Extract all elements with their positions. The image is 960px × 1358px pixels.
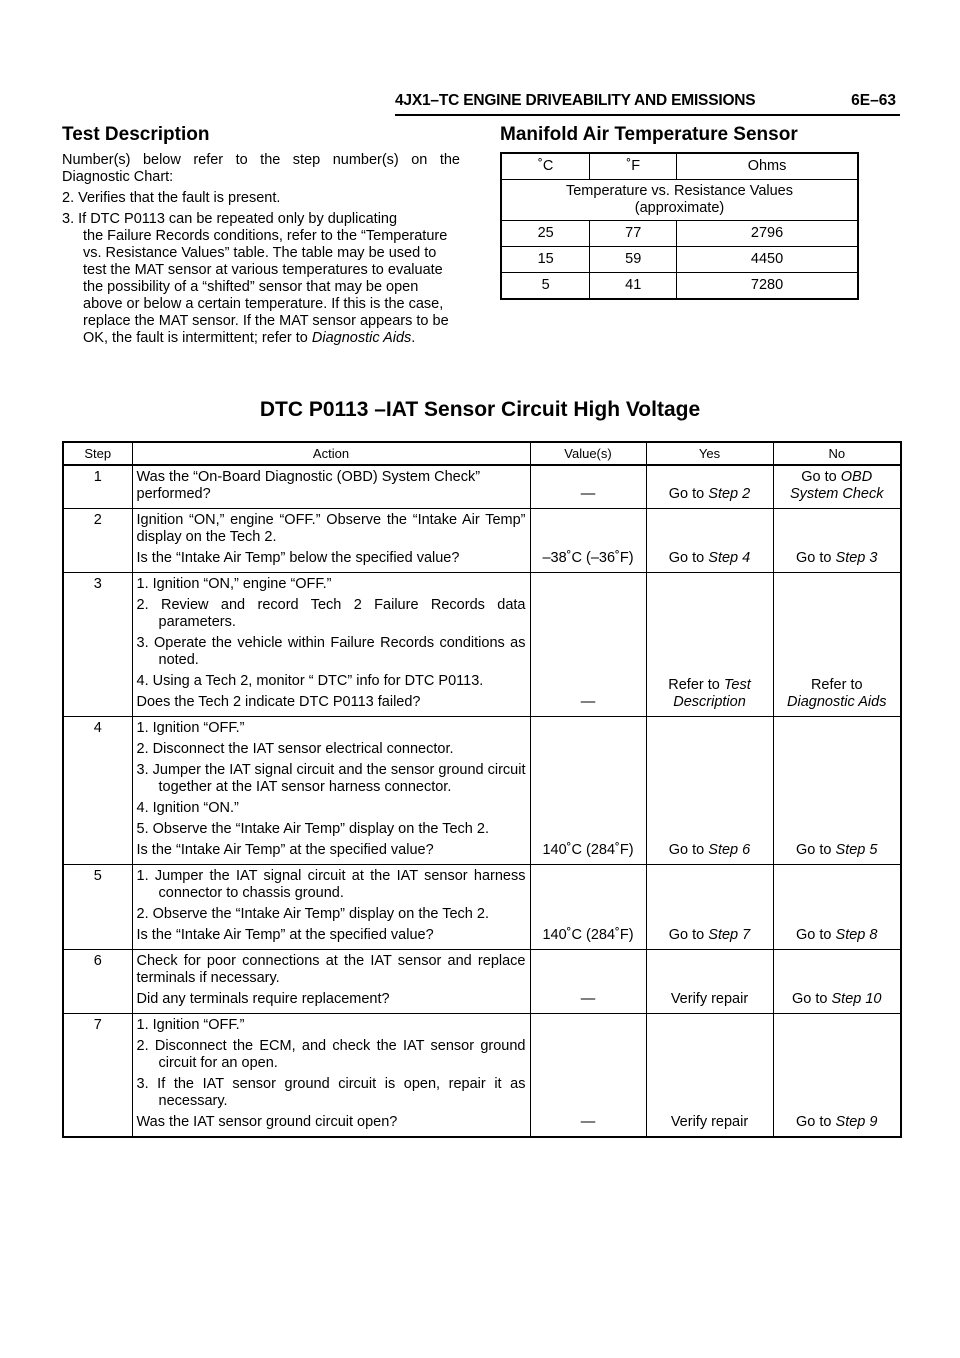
yes-prefix: Go to xyxy=(668,927,709,943)
no-target-reference: Step 10 xyxy=(831,991,882,1007)
step-no-result xyxy=(773,465,901,509)
no-target-reference: Step 3 xyxy=(835,550,878,566)
yes-target-reference: Test Description xyxy=(673,677,751,710)
item-3-first-line: 3. If DTC P0113 can be repeated only by duplicating xyxy=(62,211,398,227)
no-target-reference: Diagnostic Aids xyxy=(787,694,887,710)
action-line: Check for poor connections at the IAT sensor and replace terminals if necessary. xyxy=(136,953,526,986)
yes-prefix: Go to xyxy=(668,550,709,566)
action-line: 2. Disconnect the IAT sensor electrical connector. xyxy=(136,741,454,757)
test-description-title: Test Description xyxy=(62,124,210,145)
col-yes: Yes xyxy=(646,442,773,465)
step-action xyxy=(132,1014,530,1138)
table-caption: Temperature vs. Resistance Values (approximate) xyxy=(501,180,858,221)
table-row xyxy=(63,573,901,717)
table-cell: 59 xyxy=(590,247,677,273)
yes-target-reference: Step 2 xyxy=(708,486,751,502)
action-question: Does the Tech 2 indicate DTC P0113 failed? xyxy=(136,694,421,710)
test-description-item-2: 2. Verifies that the fault is present. xyxy=(62,190,281,206)
header-title: 4JX1–TC ENGINE DRIVEABILITY AND EMISSIONS xyxy=(395,92,756,109)
no-prefix: Go to xyxy=(796,842,836,858)
step-action xyxy=(132,465,530,509)
action-line: 2. Disconnect the ECM, and check the IAT sensor ground circuit for an open. xyxy=(136,1038,526,1071)
action-line: 2. Observe the “Intake Air Temp” display on the Tech 2. xyxy=(136,906,489,922)
test-description-item-3 xyxy=(62,211,460,347)
table-row xyxy=(63,950,901,1014)
step-yes-result xyxy=(646,717,773,865)
header-rule xyxy=(395,114,900,116)
action-line: 4. Using a Tech 2, monitor “ DTC” info for DTC P0113. xyxy=(136,673,484,689)
action-line: 2. Review and record Tech 2 Failure Records data parameters. xyxy=(136,597,526,630)
step-no-result xyxy=(773,509,901,573)
test-description-intro: Number(s) below refer to the step number(s) on the Diagnostic Chart: xyxy=(62,152,460,185)
yes-target-reference: Step 6 xyxy=(708,842,751,858)
table-cell: 5 xyxy=(501,273,590,300)
step-action xyxy=(132,865,530,950)
action-question: Was the “On-Board Diagnostic (OBD) System Check” performed? xyxy=(136,469,481,502)
table-row xyxy=(63,1014,901,1138)
step-yes-result xyxy=(646,950,773,1014)
col-values: Value(s) xyxy=(530,442,646,465)
step-yes-result xyxy=(646,573,773,717)
header-celsius: ˚C xyxy=(501,153,590,180)
step-value: –38˚C (–36˚F) xyxy=(530,509,646,573)
table-cell: 77 xyxy=(590,221,677,247)
table-row xyxy=(63,465,901,509)
no-target-reference: OBD System Check xyxy=(790,469,884,502)
action-question: Was the IAT sensor ground circuit open? xyxy=(136,1114,398,1130)
step-yes-result xyxy=(646,865,773,950)
step-value: 140˚C (284˚F) xyxy=(530,865,646,950)
step-number: 2 xyxy=(63,509,132,573)
yes-prefix: Refer to xyxy=(668,677,724,693)
no-prefix: Go to xyxy=(792,991,832,1007)
mat-sensor-title: Manifold Air Temperature Sensor xyxy=(500,124,798,145)
no-target-reference: Step 8 xyxy=(835,927,878,943)
step-action xyxy=(132,573,530,717)
table-cell: 4450 xyxy=(677,247,858,273)
action-line: 1. Ignition “ON,” engine “OFF.” xyxy=(136,576,332,592)
step-number: 5 xyxy=(63,865,132,950)
step-yes-result xyxy=(646,1014,773,1138)
header-ohms: Ohms xyxy=(677,153,858,180)
col-step: Step xyxy=(63,442,132,465)
yes-prefix: Verify repair xyxy=(670,991,749,1007)
action-line: 1. Ignition “OFF.” xyxy=(136,720,245,736)
action-line: 4. Ignition “ON.” xyxy=(136,800,239,816)
action-line: Ignition “ON,” engine “OFF.” Observe the “Intake Air Temp” display on the Tech 2. xyxy=(136,512,526,545)
step-no-result xyxy=(773,573,901,717)
no-prefix: Go to xyxy=(796,1114,836,1130)
step-no-result xyxy=(773,865,901,950)
step-value: — xyxy=(530,573,646,717)
action-line: 3. Jumper the IAT signal circuit and the sensor ground circuit together at the IAT sensor harness connector. xyxy=(136,762,526,795)
table-caption-row xyxy=(501,180,858,221)
table-cell: 15 xyxy=(501,247,590,273)
col-action: Action xyxy=(132,442,530,465)
diagnostic-aids-reference: Diagnostic Aids xyxy=(311,330,412,346)
step-number: 1 xyxy=(63,465,132,509)
table-row xyxy=(63,509,901,573)
yes-prefix: Verify repair xyxy=(670,1114,749,1130)
no-prefix: Go to xyxy=(801,469,841,485)
no-target-reference: Step 9 xyxy=(835,1114,878,1130)
no-target-reference: Step 5 xyxy=(835,842,878,858)
table-header-row xyxy=(501,153,858,180)
step-no-result xyxy=(773,1014,901,1138)
temperature-resistance-table xyxy=(500,152,859,300)
no-prefix: Refer to xyxy=(810,677,863,693)
item-3-rest: the Failure Records conditions, refer to the “Temperature vs. Resistance Values” table. The table may be used to test the MAT sensor at various temperatures to evaluate the possibility of a “shifted” sensor that may be open above or below a certain temperature. If this is the case, replace the MAT sensor. If the MAT sensor appears to be OK, the fault is intermittent; refer to xyxy=(83,228,449,346)
table-row xyxy=(501,247,858,273)
step-value: — xyxy=(530,465,646,509)
step-number: 7 xyxy=(63,1014,132,1138)
page-number: 6E–63 xyxy=(851,92,896,109)
step-value: — xyxy=(530,950,646,1014)
table-row xyxy=(501,273,858,300)
step-number: 3 xyxy=(63,573,132,717)
diagnostic-chart-table xyxy=(62,441,902,1138)
no-prefix: Go to xyxy=(796,927,836,943)
step-value: — xyxy=(530,1014,646,1138)
action-question: Is the “Intake Air Temp” at the specified value? xyxy=(136,842,434,858)
action-question: Is the “Intake Air Temp” at the specified value? xyxy=(136,927,434,943)
item-3-body xyxy=(62,228,460,347)
step-value: 140˚C (284˚F) xyxy=(530,717,646,865)
diagnostic-body xyxy=(63,465,901,1137)
item-3-end: . xyxy=(411,330,416,346)
action-line: 5. Observe the “Intake Air Temp” display on the Tech 2. xyxy=(136,821,489,837)
step-no-result xyxy=(773,717,901,865)
table-row xyxy=(63,717,901,865)
col-no: No xyxy=(773,442,901,465)
step-no-result xyxy=(773,950,901,1014)
step-yes-result xyxy=(646,465,773,509)
diagnostic-header-row xyxy=(63,442,901,465)
yes-target-reference: Step 4 xyxy=(708,550,751,566)
step-number: 6 xyxy=(63,950,132,1014)
table-cell: 25 xyxy=(501,221,590,247)
action-line: 1. Jumper the IAT signal circuit at the IAT sensor harness connector to chassis ground. xyxy=(136,868,526,901)
step-action xyxy=(132,950,530,1014)
no-prefix: Go to xyxy=(796,550,836,566)
step-yes-result xyxy=(646,509,773,573)
test-description-section xyxy=(62,124,460,347)
step-action xyxy=(132,717,530,865)
action-line: 1. Ignition “OFF.” xyxy=(136,1017,245,1033)
dtc-title: DTC P0113 –IAT Sensor Circuit High Voltage xyxy=(259,398,701,421)
header-fahrenheit: ˚F xyxy=(590,153,677,180)
table-row xyxy=(63,865,901,950)
table-cell: 2796 xyxy=(677,221,858,247)
action-question: Is the “Intake Air Temp” below the specified value? xyxy=(136,550,460,566)
yes-prefix: Go to xyxy=(668,486,709,502)
mat-sensor-section xyxy=(500,124,860,300)
action-line: 3. If the IAT sensor ground circuit is open, repair it as necessary. xyxy=(136,1076,526,1109)
step-number: 4 xyxy=(63,717,132,865)
yes-target-reference: Step 7 xyxy=(708,927,751,943)
yes-prefix: Go to xyxy=(668,842,709,858)
page-header xyxy=(395,90,900,114)
table-row xyxy=(501,221,858,247)
action-question: Did any terminals require replacement? xyxy=(136,991,390,1007)
step-action xyxy=(132,509,530,573)
table-cell: 7280 xyxy=(677,273,858,300)
table-cell: 41 xyxy=(590,273,677,300)
action-line: 3. Operate the vehicle within Failure Records conditions as noted. xyxy=(136,635,526,668)
